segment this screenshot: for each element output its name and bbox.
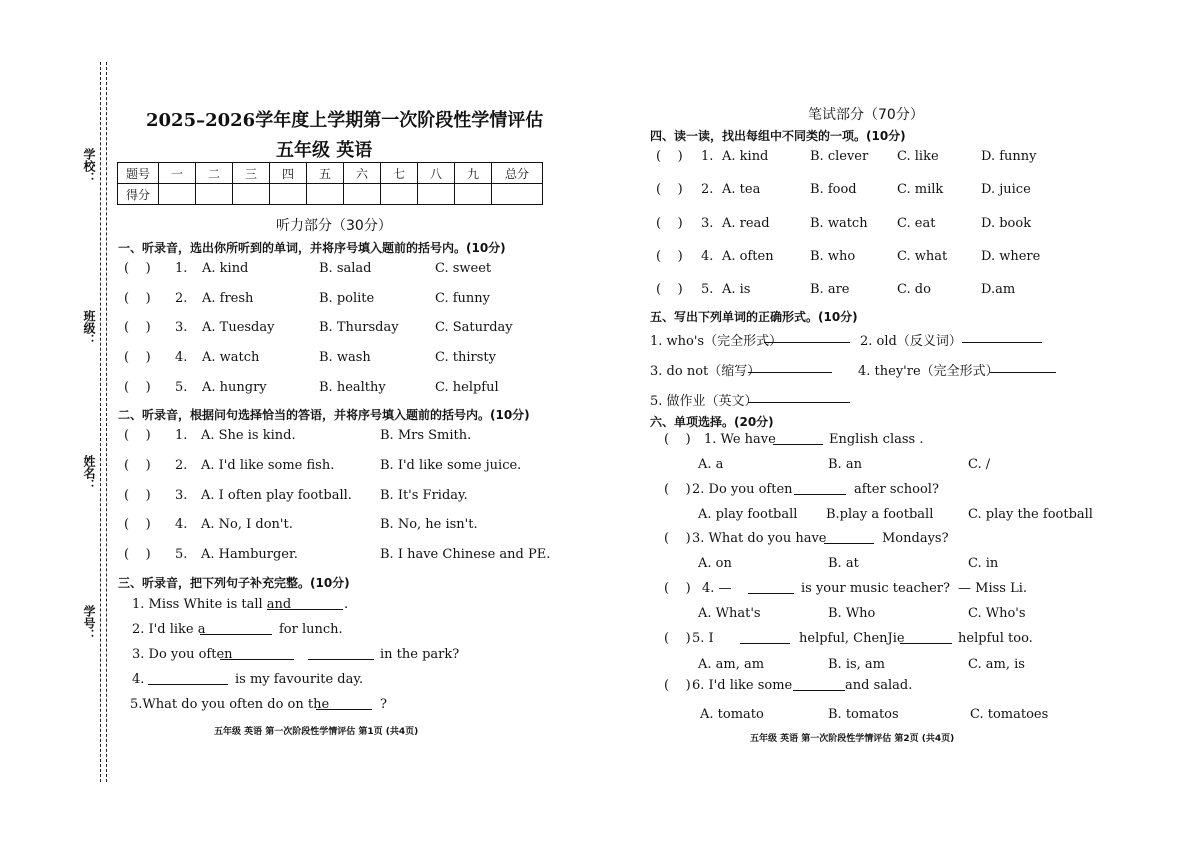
score-cell: 四 [270, 163, 307, 184]
fill-blank[interactable] [316, 697, 372, 710]
sentence-text: 5.What do you often do on the [130, 697, 330, 712]
score-entry-cell[interactable] [418, 184, 455, 205]
option-c: C. play the football [968, 507, 1093, 522]
option-a: A. hungry [202, 380, 267, 395]
option-d: D. where [981, 249, 1041, 264]
answer-bracket[interactable]: ( ) [124, 428, 151, 443]
item-number: 1. [701, 149, 714, 164]
answer-bracket[interactable]: ( ) [664, 678, 691, 693]
answer-bracket[interactable]: ( ) [656, 282, 683, 297]
option-a: A. kind [722, 149, 769, 164]
answer-bracket[interactable]: ( ) [124, 458, 151, 473]
answer-bracket[interactable]: ( ) [124, 488, 151, 503]
sentence-text: 2. I'd like a [132, 622, 206, 637]
option-c: C. milk [897, 182, 944, 197]
score-cell: 三 [233, 163, 270, 184]
part2-title: 二、听录音，根据问句选择恰当的答语，并将序号填入题前的括号内。(10分) [118, 408, 530, 422]
score-cell: 总分 [492, 163, 543, 184]
option-c: C. tomatoes [970, 707, 1049, 722]
word-prompt: 1. who's（完全形式） [650, 334, 783, 349]
answer-bracket[interactable]: ( ) [656, 216, 683, 231]
item-number: 5. [175, 380, 188, 395]
option-b: B. salad [319, 261, 372, 276]
answer-bracket[interactable]: ( ) [664, 631, 691, 646]
sentence-text: for lunch. [279, 622, 343, 637]
fill-blank[interactable] [962, 330, 1042, 343]
option-a: A. No, I don't. [201, 517, 293, 532]
score-cell: 题号 [118, 163, 159, 184]
option-c: C. Saturday [435, 320, 513, 335]
question-text: 5. I [692, 631, 714, 646]
question-text: helpful too. [958, 631, 1033, 646]
option-a: A. fresh [202, 291, 254, 306]
question-text: after school? [854, 482, 939, 497]
score-entry-cell[interactable] [344, 184, 381, 205]
sentence-text: 3. Do you often [132, 647, 233, 662]
option-a: A. play football [698, 507, 798, 522]
word-prompt: 5. 做作业（英文） [650, 394, 758, 409]
score-table-score-row [118, 184, 543, 205]
part3-title: 三、听录音，把下列句子补充完整。(10分) [118, 576, 350, 590]
answer-bracket[interactable]: ( ) [124, 380, 151, 395]
option-c: C. what [897, 249, 948, 264]
option-c: C. am, is [968, 657, 1025, 672]
option-a: A. a [698, 457, 724, 472]
option-b: B. Thursday [319, 320, 399, 335]
score-row-label: 得分 [118, 184, 159, 205]
option-a: A. I'd like some fish. [201, 458, 335, 473]
option-b: B. polite [319, 291, 375, 306]
option-c: C. in [968, 556, 999, 571]
option-b: B. Mrs Smith. [380, 428, 472, 443]
option-b: B. Who [828, 606, 876, 621]
option-d: D. funny [981, 149, 1037, 164]
score-entry-cell[interactable] [492, 184, 543, 205]
item-number: 5. [175, 547, 188, 562]
option-b: B. It's Friday. [380, 488, 468, 503]
exam-subtitle: 五年级 英语 [276, 140, 373, 161]
option-c: C. like [897, 149, 939, 164]
option-a: A. often [722, 249, 774, 264]
answer-bracket[interactable]: ( ) [664, 531, 691, 546]
school-label: 学校： [82, 148, 96, 184]
option-a: A. is [722, 282, 751, 297]
part6-title: 六、单项选择。(20分) [650, 415, 774, 429]
fill-blank[interactable] [220, 647, 294, 660]
item-number: 3. [175, 488, 188, 503]
option-b: B. an [828, 457, 862, 472]
score-cell: 七 [381, 163, 418, 184]
fill-blank[interactable] [990, 360, 1056, 373]
score-cell: 五 [307, 163, 344, 184]
item-number: 2. [701, 182, 714, 197]
page2-footer: 五年级 英语 第一次阶段性学情评估 第2页 (共4页) [750, 734, 955, 744]
score-table-header-row [118, 163, 543, 184]
class-label: 班级： [82, 310, 96, 346]
item-number: 1. [175, 428, 188, 443]
option-b: B. clever [810, 149, 869, 164]
option-b: B. tomatos [828, 707, 899, 722]
option-b: B.play a football [826, 507, 934, 522]
fill-blank[interactable] [900, 631, 952, 644]
score-cell: 九 [455, 163, 492, 184]
score-cell: 一 [159, 163, 196, 184]
option-b: B. I have Chinese and PE. [380, 547, 551, 562]
score-cell: 六 [344, 163, 381, 184]
written-heading: 笔试部分（70分） [808, 107, 924, 123]
option-a: A. am, am [698, 657, 765, 672]
option-d: D. juice [981, 182, 1031, 197]
option-c: C. eat [897, 216, 936, 231]
question-text: 6. I'd like some [692, 678, 793, 693]
score-entry-cell[interactable] [307, 184, 344, 205]
page1-footer: 五年级 英语 第一次阶段性学情评估 第1页 (共4页) [214, 727, 419, 737]
fill-blank[interactable] [824, 531, 874, 544]
fill-blank[interactable] [308, 647, 374, 660]
item-number: 2. [175, 458, 188, 473]
item-number: 4. [175, 517, 188, 532]
option-b: B. who [810, 249, 856, 264]
option-b: B. is, am [828, 657, 885, 672]
option-d: D. book [981, 216, 1032, 231]
answer-bracket[interactable]: ( ) [124, 291, 151, 306]
question-text: 1. We have [704, 432, 776, 447]
answer-bracket[interactable]: ( ) [656, 182, 683, 197]
score-cell: 八 [418, 163, 455, 184]
sentence-text: in the park? [380, 647, 460, 662]
word-prompt: 3. do not（缩写） [650, 364, 761, 379]
option-b: B. healthy [319, 380, 386, 395]
option-c: C. funny [435, 291, 491, 306]
option-a: A. Hamburger. [201, 547, 298, 562]
fill-blank[interactable] [773, 432, 823, 445]
fill-blank[interactable] [740, 631, 790, 644]
option-a: A. tea [722, 182, 761, 197]
option-a: A. on [698, 556, 732, 571]
question-text: and salad. [845, 678, 913, 693]
answer-bracket[interactable]: ( ) [124, 350, 151, 365]
item-number: 1. [175, 261, 188, 276]
option-a: A. What's [698, 606, 761, 621]
score-cell: 二 [196, 163, 233, 184]
word-prompt: 4. they're（完全形式） [858, 364, 999, 379]
option-c: C. do [897, 282, 931, 297]
sentence-text: 4. [132, 672, 145, 687]
option-c: C. thirsty [435, 350, 496, 365]
score-entry-cell[interactable] [196, 184, 233, 205]
sentence-text: 1. Miss White is tall and [132, 597, 292, 612]
fill-blank[interactable] [794, 482, 846, 495]
word-prompt: 2. old（反义词） [860, 334, 962, 349]
option-b: B. food [810, 182, 857, 197]
fill-blank[interactable] [764, 330, 850, 343]
option-a: A. I often play football. [201, 488, 352, 503]
part5-title: 五、写出下列单词的正确形式。(10分) [650, 310, 858, 324]
answer-bracket[interactable]: ( ) [124, 517, 151, 532]
option-a: A. She is kind. [201, 428, 296, 443]
option-b: B. I'd like some juice. [380, 458, 522, 473]
binding-line-outer [100, 62, 101, 782]
fill-blank[interactable] [748, 581, 794, 594]
fill-blank[interactable] [267, 597, 343, 610]
item-number: 5. [701, 282, 714, 297]
answer-bracket[interactable]: ( ) [124, 547, 151, 562]
answer-bracket[interactable]: ( ) [124, 320, 151, 335]
fill-blank[interactable] [748, 360, 832, 373]
option-b: B. at [828, 556, 859, 571]
question-text: 3. What do you have [692, 531, 827, 546]
option-a: A. tomato [700, 707, 764, 722]
score-entry-cell[interactable] [455, 184, 492, 205]
fill-blank[interactable] [200, 622, 272, 635]
option-c: C. / [968, 457, 991, 472]
answer-bracket[interactable]: ( ) [124, 261, 151, 276]
fill-blank[interactable] [148, 672, 228, 685]
student-number-label: 学号： [82, 605, 96, 641]
question-text: is your music teacher? [801, 581, 950, 596]
question-text: Mondays? [882, 531, 949, 546]
exam-title: 2025–2026学年度上学期第一次阶段性学情评估 [146, 110, 544, 131]
option-b: B. watch [810, 216, 868, 231]
score-entry-cell[interactable] [381, 184, 418, 205]
question-text: — Miss Li. [958, 581, 1027, 596]
score-table [117, 162, 543, 205]
question-text: 2. Do you often [692, 482, 793, 497]
sentence-text: ? [380, 697, 387, 712]
sentence-text: . [344, 597, 349, 612]
answer-bracket[interactable]: ( ) [664, 432, 691, 447]
item-number: 4. [701, 249, 714, 264]
option-a: A. kind [202, 261, 249, 276]
option-b: B. wash [319, 350, 371, 365]
binding-line-inner [106, 62, 107, 782]
option-a: A. watch [202, 350, 260, 365]
item-number: 3. [701, 216, 714, 231]
option-b: B. No, he isn't. [380, 517, 478, 532]
item-number: 3. [175, 320, 188, 335]
part4-title: 四、读一读，找出每组中不同类的一项。(10分) [650, 129, 906, 143]
sentence-text: is my favourite day. [235, 672, 364, 687]
item-number: 2. [175, 291, 188, 306]
answer-bracket[interactable]: ( ) [656, 149, 683, 164]
question-text: 4. — [702, 581, 732, 596]
fill-blank[interactable] [748, 390, 850, 403]
answer-bracket[interactable]: ( ) [664, 581, 691, 596]
item-number: 4. [175, 350, 188, 365]
option-a: A. read [722, 216, 770, 231]
fill-blank[interactable] [793, 678, 845, 691]
question-text: helpful, ChenJie [799, 631, 905, 646]
score-entry-cell[interactable] [159, 184, 196, 205]
option-d: D.am [981, 282, 1016, 297]
option-c: C. sweet [435, 261, 492, 276]
score-entry-cell[interactable] [270, 184, 307, 205]
option-a: A. Tuesday [202, 320, 275, 335]
option-c: C. Who's [968, 606, 1026, 621]
answer-bracket[interactable]: ( ) [664, 482, 691, 497]
answer-bracket[interactable]: ( ) [656, 249, 683, 264]
option-b: B. are [810, 282, 850, 297]
part1-title: 一、听录音，选出你所听到的单词，并将序号填入题前的括号内。(10分) [118, 241, 506, 255]
listening-heading: 听力部分（30分） [276, 218, 392, 234]
score-entry-cell[interactable] [233, 184, 270, 205]
question-text: English class . [829, 432, 924, 447]
name-label: 姓名： [82, 455, 96, 491]
option-c: C. helpful [435, 380, 499, 395]
